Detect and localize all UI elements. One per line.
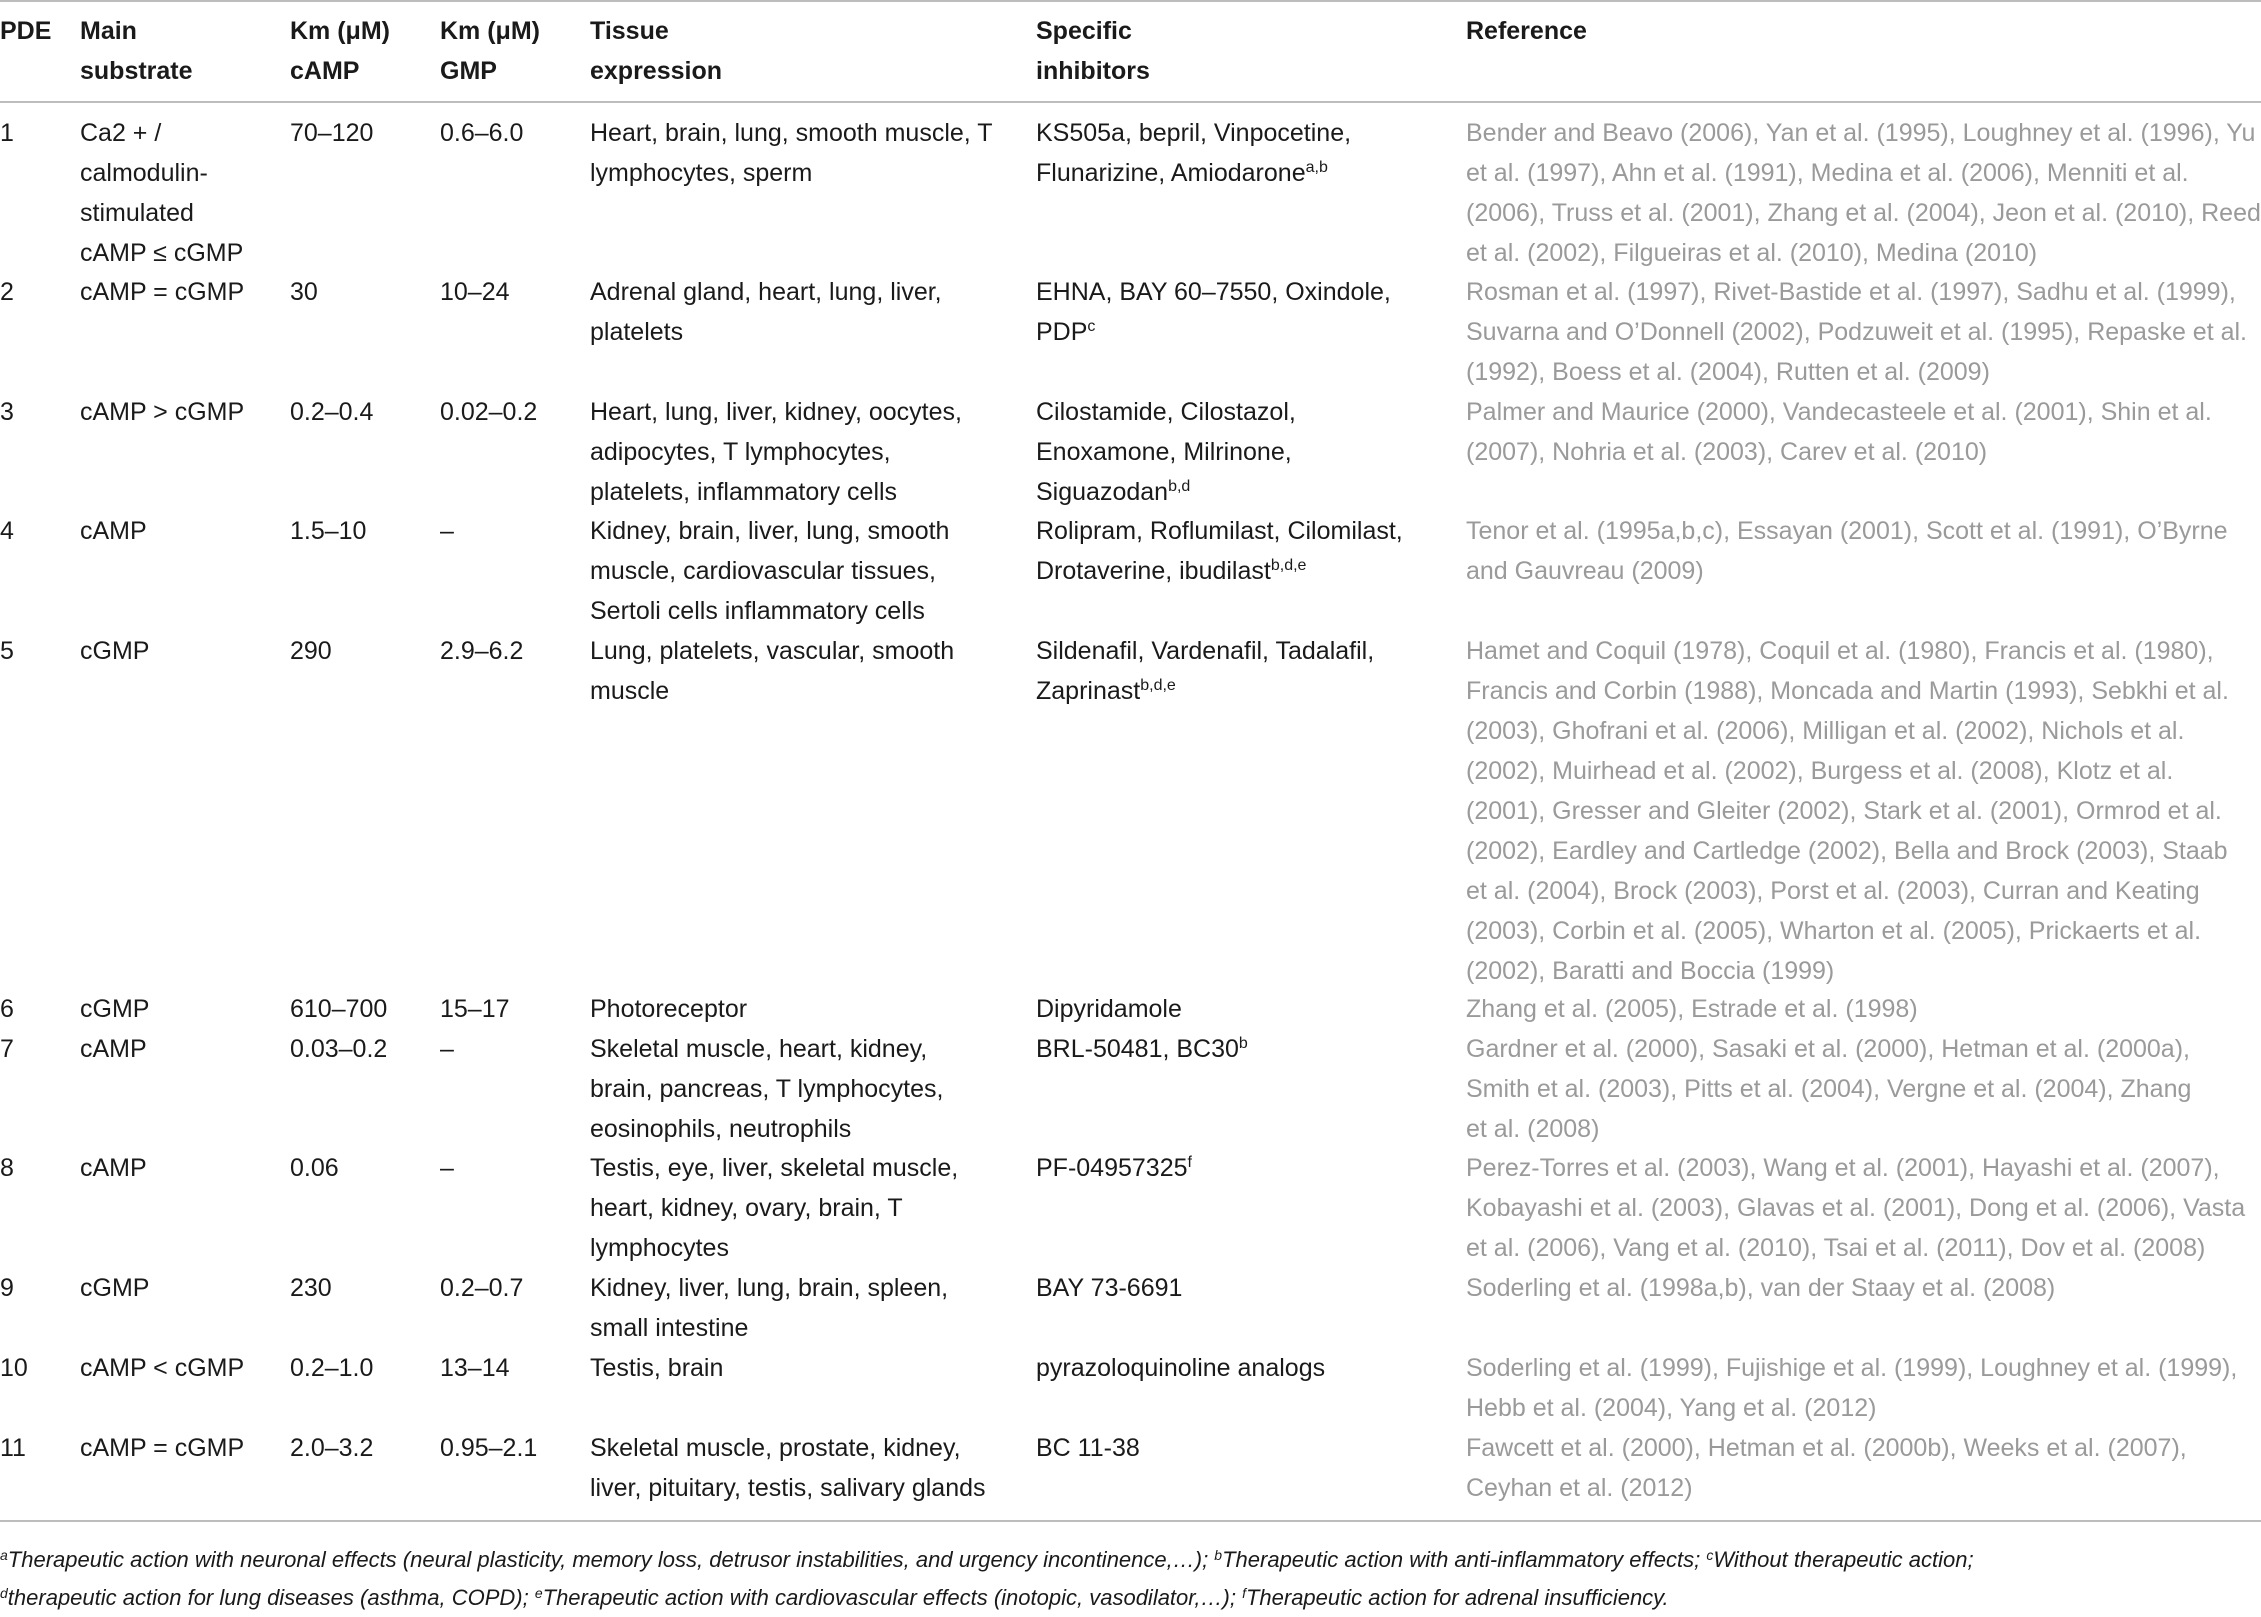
- cell-line: (2006), Truss et al. (2001), Zhang et al. (2004), Jeon et al. (2010), Reed: [1466, 199, 2261, 227]
- cell-line: (2002), Muirhead et al. (2002), Burgess et al. (2008), Klotz et al.: [1466, 757, 2174, 785]
- cell-line: Francis and Corbin (1988), Moncada and Martin (1993), Sebkhi et al.: [1466, 677, 2229, 705]
- cell-line: lymphocytes, sperm: [590, 159, 813, 187]
- specific-inhibitors: [1036, 989, 1182, 1029]
- main-substrate: [80, 1428, 244, 1468]
- cell-line: cAMP: [80, 1035, 147, 1063]
- cell-line: Cilostamide, Cilostazol,: [1036, 398, 1296, 426]
- cell-line: Zaprinast$^{b,d,e}$: [1036, 677, 1176, 705]
- km-camp-value: 0.2–0.4: [290, 398, 374, 426]
- cell-line: Lung, platelets, vascular, smooth: [590, 637, 955, 665]
- cell-line: KS505a, bepril, Vinpocetine,: [1036, 119, 1352, 147]
- cell-line: Skeletal muscle, heart, kidney,: [590, 1035, 928, 1063]
- km-gmp-value: 13–14: [440, 1354, 510, 1382]
- cell-line: lymphocytes: [590, 1234, 729, 1262]
- tissue-expression: [590, 989, 747, 1029]
- cell-line: Siguazodan$^{b,d}$: [1036, 478, 1191, 506]
- cell-line: (2003), Ghofrani et al. (2006), Milligan et al. (2002), Nichols et al.: [1466, 717, 2185, 745]
- tissue-expression: [590, 631, 954, 711]
- footnote-marker: d: [0, 1585, 8, 1601]
- header-reference: Reference: [1466, 17, 1587, 45]
- cell-line: Fawcett et al. (2000), Hetman et al. (2000b), Weeks et al. (2007),: [1466, 1434, 2187, 1462]
- km-camp-value: 610–700: [290, 995, 388, 1023]
- cell-line: (2007), Nohria et al. (2003), Carev et al. (2010): [1466, 438, 1988, 466]
- cell-line: platelets: [590, 318, 684, 346]
- cell-line: Ceyhan et al. (2012): [1466, 1474, 1693, 1502]
- cell-line: (2002), Baratti and Boccia (1999): [1466, 957, 1835, 985]
- pde-number: 10: [0, 1354, 28, 1382]
- header-inhibitors: Specific inhibitors: [1036, 17, 1150, 85]
- cell-line: cAMP = cGMP: [80, 1434, 245, 1462]
- reference-list: [1466, 1348, 2237, 1428]
- footnote-marker: c: [1706, 1547, 1714, 1563]
- cell-line: Testis, eye, liver, skeletal muscle,: [590, 1154, 959, 1182]
- tissue-expression: [590, 272, 942, 352]
- cell-line: platelets, inflammatory cells: [590, 478, 898, 506]
- tissue-expression: [590, 1148, 958, 1268]
- cell-line: Photoreceptor: [590, 995, 748, 1023]
- cell-line: Hebb et al. (2004), Yang et al. (2012): [1466, 1394, 1877, 1422]
- cell-line: cGMP: [80, 637, 150, 665]
- tissue-expression: [590, 511, 949, 631]
- cell-line: (2003), Corbin et al. (2005), Wharton et al. (2005), Prickaerts et al.: [1466, 917, 2202, 945]
- cell-line: et al. (2002), Filgueiras et al. (2010), Medina (2010): [1466, 239, 2038, 267]
- pde-number: 4: [0, 517, 14, 545]
- cell-line: Heart, brain, lung, smooth muscle, T: [590, 119, 993, 147]
- pde-number: 9: [0, 1274, 14, 1302]
- km-camp-value: 0.2–1.0: [290, 1354, 374, 1382]
- cell-line: (1992), Boess et al. (2004), Rutten et al. (2009): [1466, 358, 1990, 386]
- cell-line: cAMP < cGMP: [80, 1354, 245, 1382]
- footnote-text: Therapeutic action for adrenal insufficiency.: [1245, 1585, 1669, 1610]
- pde-number: 7: [0, 1035, 14, 1063]
- km-gmp-value: 15–17: [440, 995, 510, 1023]
- cell-line: BAY 73-6691: [1036, 1274, 1183, 1302]
- specific-inhibitors: [1036, 113, 1351, 193]
- pde-number: 1: [0, 119, 14, 147]
- cell-line: cGMP: [80, 1274, 150, 1302]
- km-gmp-value: 0.6–6.0: [440, 119, 524, 147]
- cell-line: cGMP: [80, 995, 150, 1023]
- footnote-marker: e: [534, 1585, 543, 1601]
- cell-line: Soderling et al. (1998a,b), van der Staay et al. (2008): [1466, 1274, 2056, 1302]
- reference-list: [1466, 1148, 2245, 1268]
- main-substrate: [80, 392, 244, 432]
- footnote-line-2: [0, 1579, 1669, 1617]
- cell-line: Kidney, liver, lung, brain, spleen,: [590, 1274, 949, 1302]
- km-gmp-value: 2.9–6.2: [440, 637, 524, 665]
- main-substrate: [80, 272, 244, 312]
- cell-line: (2002), Eardley and Cartledge (2002), Bella and Brock (2003), Staab: [1466, 837, 2228, 865]
- cell-line: adipocytes, T lymphocytes,: [590, 438, 891, 466]
- cell-line: Hamet and Coquil (1978), Coquil et al. (1980), Francis et al. (1980),: [1466, 637, 2214, 665]
- cell-line: Soderling et al. (1999), Fujishige et al. (1999), Loughney et al. (1999),: [1466, 1354, 2238, 1382]
- km-gmp-value: –: [440, 1154, 454, 1182]
- tissue-expression: [590, 1029, 943, 1149]
- cell-line: Skeletal muscle, prostate, kidney,: [590, 1434, 961, 1462]
- specific-inhibitors: [1036, 1268, 1182, 1308]
- cell-line: Ca2 + /: [80, 119, 162, 147]
- cell-line: Tenor et al. (1995a,b,c), Essayan (2001), Scott et al. (1991), O’Byrne: [1466, 517, 2228, 545]
- cell-line: Smith et al. (2003), Pitts et al. (2004), Vergne et al. (2004), Zhang: [1466, 1075, 2192, 1103]
- cell-line: liver, pituitary, testis, salivary glands: [590, 1474, 986, 1502]
- footnote-text: Therapeutic action with cardiovascular effects (inotopic, vasodilator,…);: [542, 1585, 1243, 1610]
- main-substrate: [80, 511, 147, 551]
- km-camp-value: 1.5–10: [290, 517, 367, 545]
- cell-line: Kobayashi et al. (2003), Glavas et al. (2001), Dong et al. (2006), Vasta: [1466, 1194, 2246, 1222]
- footnote-marker: b,d,e: [1270, 557, 1307, 574]
- bottom-rule: [0, 1520, 2261, 1522]
- cell-line: Zhang et al. (2005), Estrade et al. (1998): [1466, 995, 1918, 1023]
- pde-number: 8: [0, 1154, 14, 1182]
- specific-inhibitors: [1036, 1428, 1140, 1468]
- cell-line: BRL-50481, BC30$^b$: [1036, 1035, 1248, 1063]
- km-camp-value: 2.0–3.2: [290, 1434, 374, 1462]
- footnote-text: Without therapeutic action;: [1713, 1547, 1974, 1572]
- cell-line: Sildenafil, Vardenafil, Tadalafil,: [1036, 637, 1375, 665]
- footnote-marker: a,b: [1305, 159, 1328, 176]
- footnote-text: therapeutic action for lung diseases (asthma, COPD);: [7, 1585, 535, 1610]
- footnote-marker: b: [1238, 1035, 1248, 1052]
- footnote-marker: b: [1214, 1547, 1223, 1563]
- cell-line: Testis, brain: [590, 1354, 724, 1382]
- km-camp-value: 290: [290, 637, 332, 665]
- footnote-marker: c: [1087, 318, 1096, 335]
- reference-list: [1466, 392, 2212, 472]
- pde-number: 11: [0, 1434, 26, 1462]
- reference-list: [1466, 272, 2247, 392]
- footnote-marker: f: [1242, 1585, 1246, 1601]
- cell-line: muscle: [590, 677, 670, 705]
- main-substrate: [80, 1348, 244, 1388]
- specific-inhibitors: [1036, 1029, 1248, 1069]
- specific-inhibitors: [1036, 392, 1296, 512]
- cell-line: Suvarna and O’Donnell (2002), Podzuweit et al. (1995), Repaske et al.: [1466, 318, 2248, 346]
- km-camp-value: 0.06: [290, 1154, 339, 1182]
- cell-line: Adrenal gland, heart, lung, liver,: [590, 278, 942, 306]
- main-substrate: [80, 1148, 147, 1188]
- main-substrate: [80, 989, 149, 1029]
- cell-line: EHNA, BAY 60–7550, Oxindole,: [1036, 278, 1391, 306]
- footnote-text: Therapeutic action with anti-inflammatory effects;: [1222, 1547, 1707, 1572]
- km-camp-value: 230: [290, 1274, 332, 1302]
- cell-line: Kidney, brain, liver, lung, smooth: [590, 517, 950, 545]
- top-rule: [0, 0, 2261, 2]
- cell-line: PDP$^c$: [1036, 318, 1096, 346]
- cell-line: pyrazoloquinoline analogs: [1036, 1354, 1326, 1382]
- km-camp-value: 70–120: [290, 119, 374, 147]
- cell-line: cAMP: [80, 1154, 147, 1182]
- reference-list: [1466, 989, 1918, 1029]
- cell-line: brain, pancreas, T lymphocytes,: [590, 1075, 944, 1103]
- main-substrate: [80, 631, 149, 671]
- cell-line: Gardner et al. (2000), Sasaki et al. (2000), Hetman et al. (2000a),: [1466, 1035, 2190, 1063]
- cell-line: eosinophils, neutrophils: [590, 1115, 852, 1143]
- footnote-marker: a: [0, 1547, 8, 1563]
- header-tissue: Tissue expression: [590, 17, 723, 85]
- cell-line: et al. (2008): [1466, 1115, 1600, 1143]
- footnote-line-1: [0, 1541, 1974, 1579]
- specific-inhibitors: [1036, 511, 1403, 591]
- reference-list: [1466, 1029, 2191, 1149]
- pde-number: 5: [0, 637, 14, 665]
- header-km-gmp: Km (μM) GMP: [440, 17, 540, 85]
- km-gmp-value: 0.02–0.2: [440, 398, 538, 426]
- km-gmp-value: 0.95–2.1: [440, 1434, 538, 1462]
- cell-line: heart, kidney, ovary, brain, T: [590, 1194, 903, 1222]
- cell-line: cAMP > cGMP: [80, 398, 245, 426]
- cell-line: and Gauvreau (2009): [1466, 557, 1704, 585]
- cell-line: muscle, cardiovascular tissues,: [590, 557, 936, 585]
- cell-line: Perez-Torres et al. (2003), Wang et al. (2001), Hayashi et al. (2007),: [1466, 1154, 2220, 1182]
- cell-line: cAMP = cGMP: [80, 278, 245, 306]
- cell-line: Dipyridamole: [1036, 995, 1182, 1023]
- cell-line: cAMP: [80, 517, 147, 545]
- cell-line: Rolipram, Roflumilast, Cilomilast,: [1036, 517, 1403, 545]
- km-gmp-value: –: [440, 1035, 454, 1063]
- reference-list: [1466, 1268, 2055, 1308]
- header-pde: PDE: [0, 17, 52, 45]
- tissue-expression: [590, 1348, 723, 1388]
- pde-number: 3: [0, 398, 14, 426]
- main-substrate: [80, 1029, 147, 1069]
- main-substrate: [80, 113, 243, 273]
- footnote-marker: b,d: [1168, 478, 1191, 495]
- specific-inhibitors: [1036, 631, 1374, 711]
- cell-line: cAMP ≤ cGMP: [80, 239, 244, 267]
- footnote-text: Therapeutic action with neuronal effects (neural plasticity, memory loss, detrusor instabilities, and urgency incontinence,…);: [7, 1547, 1215, 1572]
- cell-line: Enoxamone, Milrinone,: [1036, 438, 1292, 466]
- km-gmp-value: –: [440, 517, 454, 545]
- cell-line: Rosman et al. (1997), Rivet-Bastide et al. (1997), Sadhu et al. (1999),: [1466, 278, 2236, 306]
- reference-list: [1466, 113, 2261, 273]
- cell-line: calmodulin-: [80, 159, 208, 187]
- tissue-expression: [590, 113, 993, 193]
- reference-list: [1466, 631, 2229, 991]
- pde-number: 2: [0, 278, 14, 306]
- cell-line: Flunarizine, Amiodarone$^{a,b}$: [1036, 159, 1328, 187]
- tissue-expression: [590, 1428, 986, 1508]
- cell-line: Bender and Beavo (2006), Yan et al. (1995), Loughney et al. (1996), Yu: [1466, 119, 2256, 147]
- cell-line: Palmer and Maurice (2000), Vandecasteele et al. (2001), Shin et al.: [1466, 398, 2212, 426]
- cell-line: PF-04957325$^f$: [1036, 1154, 1192, 1182]
- cell-line: et al. (2006), Vang et al. (2010), Tsai et al. (2011), Dov et al. (2008): [1466, 1234, 2206, 1262]
- km-camp-value: 0.03–0.2: [290, 1035, 388, 1063]
- footnote-marker: f: [1187, 1154, 1192, 1171]
- cell-line: BC 11-38: [1036, 1434, 1140, 1462]
- header-substrate: Main substrate: [80, 17, 193, 85]
- tissue-expression: [590, 392, 962, 512]
- km-gmp-value: 0.2–0.7: [440, 1274, 524, 1302]
- cell-line: et al. (1997), Ahn et al. (1991), Medina et al. (2006), Menniti et al.: [1466, 159, 2189, 187]
- cell-line: Heart, lung, liver, kidney, oocytes,: [590, 398, 962, 426]
- pde-number: 6: [0, 995, 14, 1023]
- cell-line: Drotaverine, ibudilast$^{b,d,e}$: [1036, 557, 1307, 585]
- specific-inhibitors: [1036, 272, 1391, 352]
- tissue-expression: [590, 1268, 948, 1348]
- reference-list: [1466, 1428, 2187, 1508]
- km-camp-value: 30: [290, 278, 318, 306]
- cell-line: stimulated: [80, 199, 194, 227]
- header-km-camp: Km (μM) cAMP: [290, 17, 390, 85]
- km-gmp-value: 10–24: [440, 278, 510, 306]
- cell-line: small intestine: [590, 1314, 749, 1342]
- footnote-marker: b,d,e: [1140, 677, 1176, 694]
- reference-list: [1466, 511, 2228, 591]
- specific-inhibitors: [1036, 1148, 1192, 1188]
- specific-inhibitors: [1036, 1348, 1325, 1388]
- cell-line: Sertoli cells inflammatory cells: [590, 597, 925, 625]
- main-substrate: [80, 1268, 149, 1308]
- cell-line: et al. (2004), Brock (2003), Porst et al. (2003), Curran and Keating: [1466, 877, 2200, 905]
- cell-line: (2001), Gresser and Gleiter (2002), Stark et al. (2001), Ormrod et al.: [1466, 797, 2222, 825]
- header-rule: [0, 101, 2261, 103]
